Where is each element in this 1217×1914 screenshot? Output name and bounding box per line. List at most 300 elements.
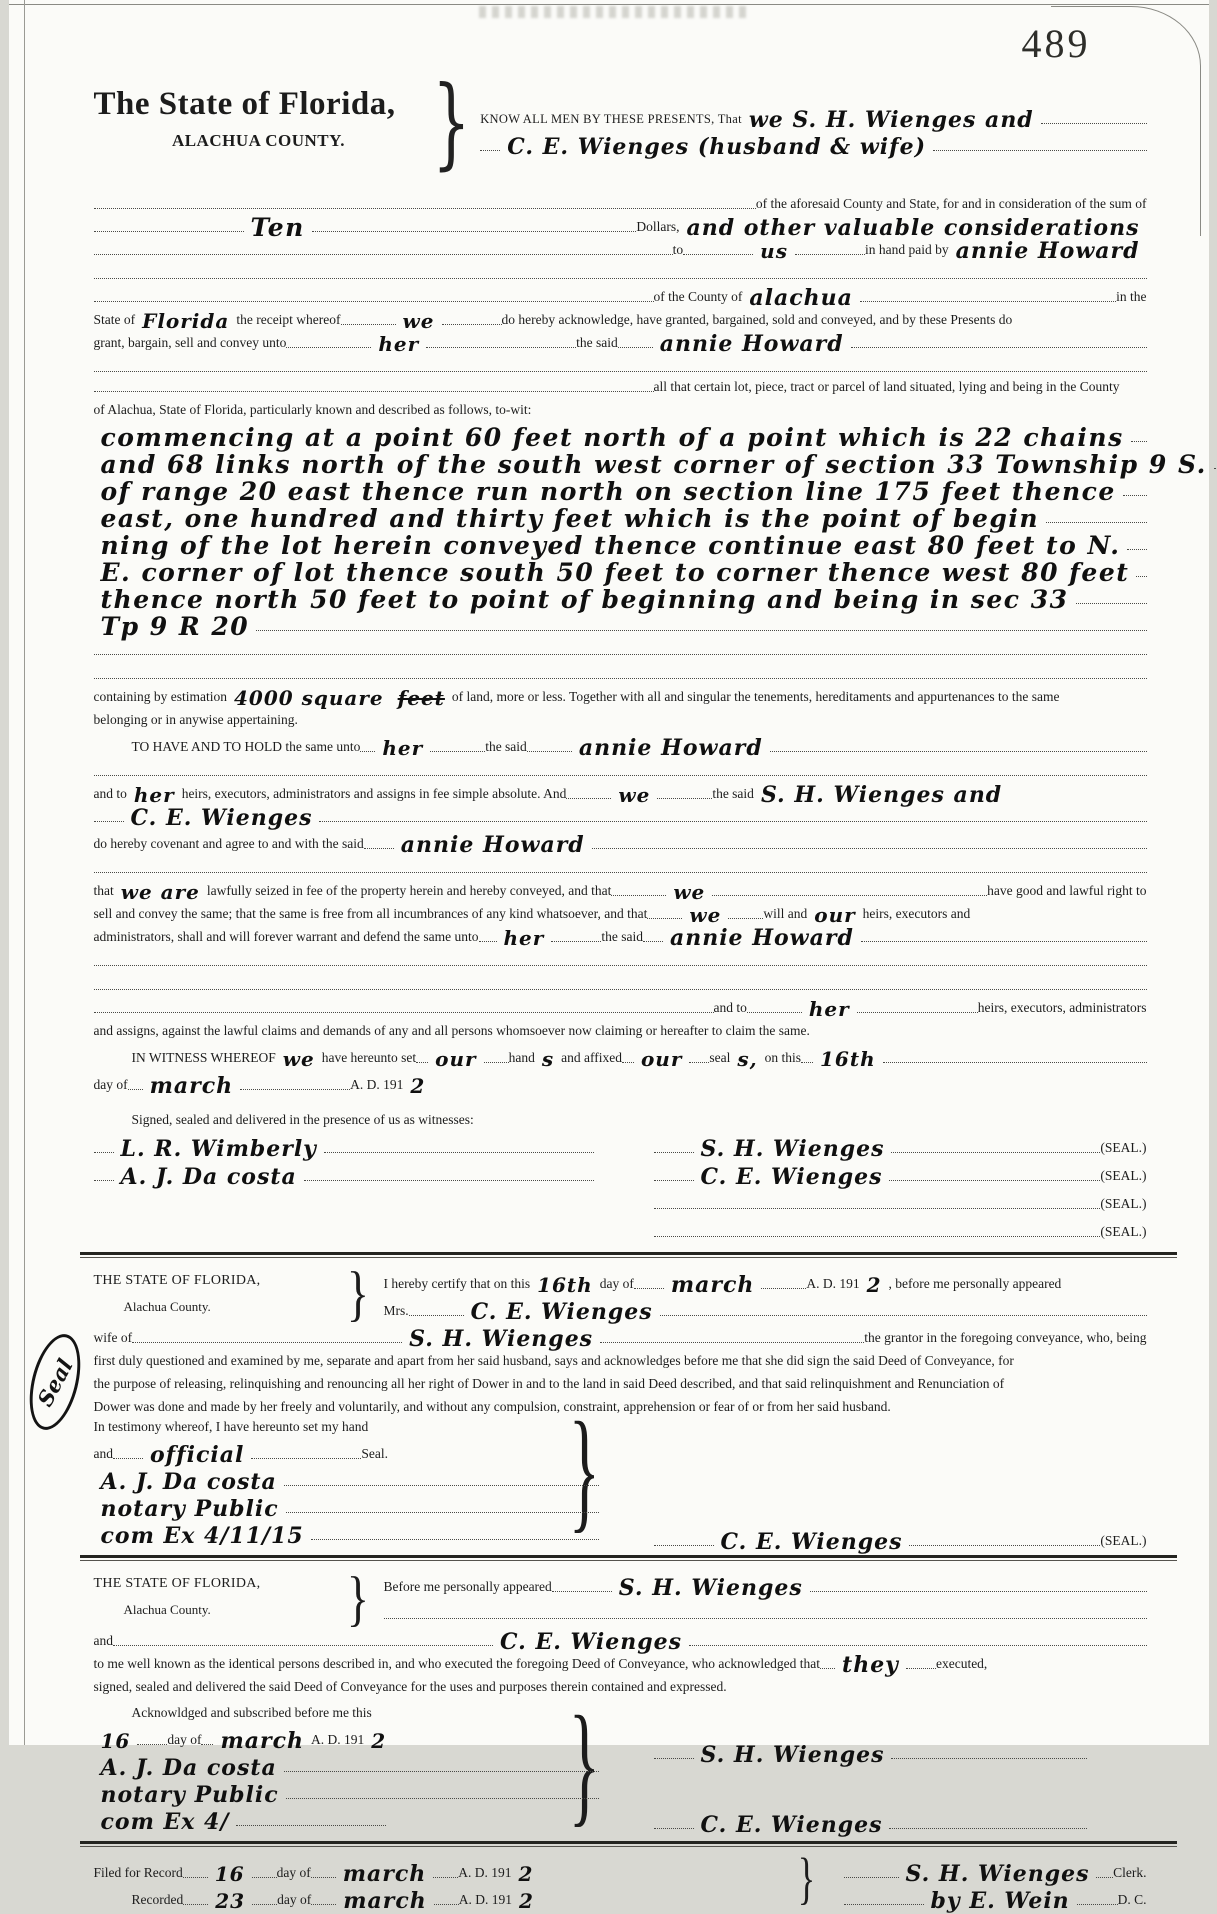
dotted-rule	[1131, 441, 1147, 442]
mrs-label: Mrs.	[383, 1302, 409, 1318]
handwritten-witness-signature: A. J. Da costa	[120, 1164, 297, 1190]
ack-body-text: the purpose of releasing, relinquishing and renouncing all her right of Dower in and to the land in said Deed described, and that said relinquishment and Renunciation of	[93, 1375, 1005, 1391]
handwritten-grantee-name: annie Howard	[578, 735, 763, 761]
handwritten-her: her	[808, 997, 850, 1021]
filing-block	[93, 1848, 1147, 1914]
document-header	[93, 65, 1147, 191]
seal-paren-label: (SEAL.)	[1100, 1223, 1147, 1239]
dotted-rule	[319, 821, 1146, 822]
dotted-rule	[183, 1877, 208, 1878]
appeared-label: , before me personally appeared	[888, 1275, 1062, 1291]
heirs-exec-text: heirs, executors and	[862, 905, 971, 921]
dotted-rule	[409, 1315, 464, 1316]
dotted-rule	[324, 1152, 594, 1153]
covenant-label: do hereby covenant and agree to and with the said	[93, 835, 364, 851]
handwritten-recorded-year: 2	[518, 1889, 534, 1913]
dotted-rule	[795, 254, 865, 255]
dotted-rule	[552, 1591, 612, 1592]
dotted-rule	[566, 798, 611, 799]
handwritten-filed-year: 2	[518, 1862, 534, 1886]
heirs-admin-text: heirs, executors, administrators	[977, 999, 1147, 1015]
dotted-rule	[527, 751, 572, 752]
of-land-text: of land, more or less. Together with all and singular the tenements, hereditaments and appurtenances to the same	[451, 688, 1060, 704]
dotted-rule	[647, 918, 682, 919]
form-line	[93, 1068, 1147, 1099]
form-line	[94, 804, 1147, 831]
dotted-rule	[857, 1012, 978, 1013]
sell-text: sell and convey the same; that the same is free from all incumbrances of any kind whatsoever, and that	[93, 905, 648, 921]
jurat-brace: }	[346, 1564, 369, 1633]
handwritten-grantor-signature: C. E. Wienges	[700, 1164, 883, 1190]
dotted-rule	[654, 1545, 714, 1546]
handwritten-grantor-names: C. E. Wienges	[130, 805, 313, 831]
handwritten-official: official	[150, 1442, 245, 1468]
dotted-rule	[844, 1904, 924, 1905]
handwritten-notary-title: notary Public	[100, 1496, 279, 1522]
handwritten-notary-title: notary Public	[100, 1782, 279, 1808]
dower-acknowledgment	[31, 1259, 1147, 1555]
form-title-block	[94, 86, 424, 151]
form-line	[94, 854, 1147, 878]
handwritten-year: 2	[371, 1729, 387, 1753]
header-right	[480, 86, 1146, 160]
form-line	[93, 1651, 1147, 1678]
handwritten-clerk-signature: S. H. Wienges	[905, 1861, 1090, 1887]
dotted-rule	[883, 1062, 1147, 1063]
dotted-rule	[891, 1758, 1086, 1759]
dotted-rule	[611, 895, 666, 896]
and-label: and	[93, 1632, 113, 1648]
handwritten-grantors-1: we S. H. Wienges and	[748, 107, 1034, 133]
description-line	[94, 528, 1147, 560]
handwritten-plural-s: s	[541, 1047, 555, 1071]
dotted-rule	[434, 1904, 459, 1905]
belonging-text: belonging or in anywise appertaining.	[93, 711, 298, 727]
description-line	[94, 555, 1147, 587]
handwritten-her: her	[133, 783, 175, 807]
handwritten-description: thence north 50 feet to point of beginning and being in sec 33	[100, 585, 1069, 614]
venue-county: Alachua County.	[123, 1602, 211, 1617]
deputy-clerk-label: D. C.	[1117, 1891, 1147, 1907]
dower-signature-line	[654, 1525, 1147, 1555]
handwritten-receipt: we	[402, 309, 435, 333]
handwritten-grantor-signature: S. H. Wienges	[700, 1136, 885, 1162]
clerk-label: Clerk.	[1113, 1864, 1147, 1880]
ad-label: A. D. 191	[310, 1731, 365, 1747]
form-line	[93, 307, 1147, 333]
known-text: to me well known as the identical persons described in, and who executed the foregoing Deed of Conveyance, who acknowledged that	[93, 1655, 821, 1671]
dotted-rule	[851, 347, 1147, 348]
executed-label: executed,	[935, 1655, 988, 1671]
header-brace: }	[431, 65, 471, 181]
form-line	[94, 237, 1147, 264]
dotted-rule	[416, 1062, 428, 1063]
handwritten-considerations: and other valuable considerations	[686, 215, 1140, 241]
form-line	[94, 353, 1147, 377]
handwritten-appearer-2: C. E. Wienges	[500, 1629, 682, 1655]
dotted-rule	[94, 821, 124, 822]
dotted-rule	[426, 347, 576, 348]
form-line	[94, 730, 1147, 761]
dotted-rule	[311, 1539, 599, 1540]
handwritten-day: 16	[100, 1729, 131, 1753]
dotted-rule	[94, 301, 654, 302]
venue-state: THE STATE OF FLORIDA,	[93, 1273, 261, 1288]
dotted-rule	[654, 1758, 694, 1759]
dotted-rule	[728, 918, 763, 919]
dotted-rule	[251, 1458, 361, 1459]
description-line	[94, 609, 1147, 641]
dotted-rule	[94, 391, 654, 392]
ack-body-text: Dower was done and made by her freely and voluntarily, and without any compulsion, constraint, apprehension or fear of or from her said husband.	[93, 1398, 891, 1414]
dotted-rule	[286, 1798, 599, 1799]
seal-paren-label: (SEAL.)	[1100, 1532, 1147, 1548]
seal-paren-label: (SEAL.)	[1100, 1167, 1147, 1183]
dotted-rule	[94, 254, 673, 255]
deed-record-page	[9, 0, 1209, 1914]
handwritten-grantor-signature: S. H. Wienges	[700, 1742, 885, 1768]
dollars-label: Dollars,	[636, 218, 680, 234]
section-divider	[80, 1841, 1177, 1847]
handwritten-description: east, one hundred and thirty feet which is the point of begin	[100, 504, 1040, 533]
dotted-rule	[480, 150, 500, 151]
notary-seal-text: Seal	[31, 1354, 78, 1410]
notary-attestation-block	[94, 1688, 600, 1839]
state-label: State of	[93, 311, 136, 327]
signature-row	[94, 1214, 1147, 1242]
form-line	[94, 947, 1147, 971]
dotted-rule	[1136, 576, 1146, 577]
handwritten-description: Tp 9 R 20	[100, 612, 250, 641]
seal-paren-label: (SEAL.)	[1100, 1139, 1147, 1155]
dotted-rule	[654, 1828, 694, 1829]
form-county-title: ALACHUA COUNTY.	[171, 131, 346, 150]
handwritten-month: march	[220, 1728, 304, 1754]
dotted-rule	[94, 965, 1147, 966]
handwritten-state: Florida	[142, 309, 230, 333]
form-line	[93, 901, 1147, 927]
handwritten-our: our	[640, 1047, 683, 1071]
dotted-rule	[252, 1877, 277, 1878]
signature-row	[94, 1130, 1147, 1162]
form-line	[93, 330, 1147, 357]
aforesaid-text: of the aforesaid County and State, for and in consideration of the sum of	[755, 195, 1147, 211]
dotted-rule	[240, 1089, 350, 1090]
dotted-rule	[311, 1877, 336, 1878]
handwritten-description: and 68 links north of the south west corner of section 33 Township 9 S.	[100, 450, 1207, 479]
dotted-rule	[94, 872, 1147, 873]
filing-brace: }	[797, 1848, 815, 1911]
dotted-rule	[933, 150, 1147, 151]
dotted-rule	[747, 1012, 802, 1013]
dotted-rule	[479, 941, 497, 942]
the-said-label: the said	[485, 738, 527, 754]
dotted-rule	[183, 1904, 208, 1905]
in-the-text: in the	[1116, 288, 1147, 304]
dotted-rule	[660, 1315, 1147, 1316]
dotted-rule	[820, 1668, 835, 1669]
handwritten-grantee-name: annie Howard	[400, 832, 585, 858]
handwritten-commission: com Ex 4/11/15	[100, 1523, 304, 1549]
handwritten-grantor-names: S. H. Wienges and	[760, 782, 1003, 808]
handwritten-to: us	[760, 239, 788, 263]
the-said-label: the said	[601, 928, 643, 944]
handwritten-recorded-day: 23	[215, 1889, 246, 1913]
grantor-acknowledgment	[93, 1564, 1147, 1839]
and-to-label: and to	[93, 785, 127, 801]
dotted-rule	[128, 1089, 143, 1090]
form-line	[93, 924, 1147, 951]
notary-seal-stamp	[20, 1329, 88, 1435]
convey-label: grant, bargain, sell and convey unto	[93, 334, 287, 350]
form-line	[93, 827, 1147, 858]
dotted-rule	[1096, 1877, 1113, 1878]
form-line	[94, 1018, 1147, 1041]
dotted-rule	[311, 1904, 336, 1905]
handwritten-we: we	[673, 880, 706, 904]
dotted-rule	[654, 1208, 1101, 1209]
dotted-rule	[634, 1288, 664, 1289]
handwritten-amount: Ten	[250, 213, 305, 242]
handwritten-our: our	[814, 903, 856, 927]
dotted-rule	[860, 301, 1116, 302]
venue-state: THE STATE OF FLORIDA,	[93, 1576, 261, 1591]
heirs-text: heirs, executors, administrators and assigns in fee simple absolute. And	[181, 785, 567, 801]
section-divider	[80, 1252, 1177, 1258]
dotted-rule	[689, 1062, 709, 1063]
form-line	[94, 284, 1147, 311]
handwritten-month: march	[670, 1272, 755, 1298]
handwritten-payer: annie Howard	[955, 238, 1140, 264]
testimony-text: In testimony whereof, I have hereunto set my hand	[93, 1418, 369, 1434]
handwritten-month: march	[149, 1073, 234, 1099]
dotted-rule	[1077, 1904, 1118, 1905]
know-all-text: KNOW ALL MEN BY THESE PRESENTS, That	[480, 111, 742, 126]
handwritten-grantee-name: annie Howard	[669, 925, 854, 951]
handwritten-grantor-signature: C. E. Wienges	[700, 1812, 883, 1838]
seized-text: lawfully seized in fee of the property herein and hereby conveyed, and that	[206, 882, 612, 898]
to-have-label: TO HAVE AND TO HOLD the same unto	[131, 738, 361, 754]
dotted-rule	[384, 1618, 1147, 1619]
dotted-rule	[284, 1771, 599, 1772]
dotted-rule	[761, 1288, 806, 1289]
dotted-rule	[364, 848, 394, 849]
dotted-rule	[94, 1012, 714, 1013]
dotted-rule	[1041, 123, 1147, 124]
handwritten-day: 16th	[820, 1047, 876, 1071]
handwritten-her: her	[503, 926, 545, 950]
and-to-label: and to	[713, 999, 747, 1015]
dotted-rule	[94, 278, 1147, 279]
handwritten-grantee-pronoun: her	[378, 332, 420, 356]
dotted-rule	[94, 678, 1147, 679]
form-line	[94, 995, 1147, 1021]
set-label: have hereunto set	[321, 1049, 417, 1065]
handwritten-we: we	[282, 1047, 315, 1071]
handwritten-they: they	[842, 1652, 899, 1678]
handwritten-to-have: her	[382, 736, 424, 760]
grantor-signature-line	[654, 1808, 1087, 1838]
dotted-rule	[137, 1744, 167, 1745]
handwritten-filed-day: 16	[214, 1862, 245, 1886]
dotted-rule	[1076, 603, 1147, 604]
day-of-label: day of	[277, 1891, 312, 1907]
dotted-rule	[600, 1342, 864, 1343]
dotted-rule	[1123, 495, 1147, 496]
handwritten-notary-signature: A. J. Da costa	[100, 1469, 277, 1495]
ad-label: A. D. 191	[458, 1891, 512, 1907]
form-line	[94, 397, 1147, 420]
page-number: 489	[1021, 21, 1091, 66]
dotted-rule	[891, 1152, 1100, 1153]
dotted-rule	[643, 941, 663, 942]
dotted-rule	[201, 1744, 213, 1745]
on-this-label: on this	[764, 1049, 802, 1065]
form-line	[94, 213, 1147, 242]
form-state-title: The State of Florida,	[93, 86, 396, 122]
form-line	[94, 1674, 1147, 1697]
dotted-rule	[94, 371, 1147, 372]
dotted-rule	[94, 231, 244, 232]
form-line	[94, 260, 1147, 284]
and-label: and	[93, 1445, 113, 1461]
form-line	[94, 971, 1147, 995]
dotted-rule	[689, 1645, 1147, 1646]
before-label: Before me personally appeared	[383, 1578, 552, 1594]
dotted-rule	[304, 1180, 594, 1181]
handwritten-year: 2	[410, 1074, 426, 1098]
dotted-rule	[256, 630, 1146, 631]
form-line	[93, 781, 1147, 808]
ad-label: A. D. 191	[806, 1275, 860, 1291]
to-label: to	[672, 241, 684, 257]
handwritten-county: alachua	[749, 285, 853, 311]
dotted-rule	[286, 347, 371, 348]
ack-body-text: first duly questioned and examined by me, separate and apart from her said husband, says and acknowledges before me that she did sign the said Deed of Conveyance, for	[93, 1352, 1014, 1368]
day-of-label: day of	[276, 1864, 311, 1880]
handwritten-description: of range 20 east thence run north on section line 175 feet thence	[100, 477, 1116, 506]
certify-label: I hereby certify that on this	[383, 1275, 531, 1291]
dotted-rule	[844, 1877, 899, 1878]
dotted-rule	[889, 1828, 1086, 1829]
recorded-label: Recorded	[131, 1891, 184, 1907]
seal-label: seal	[709, 1049, 731, 1065]
dotted-rule	[551, 941, 601, 942]
form-line	[93, 878, 1147, 904]
dotted-rule	[94, 1152, 114, 1153]
dotted-rule	[312, 231, 637, 232]
dotted-rule	[683, 254, 753, 255]
handwritten-notary-signature: A. J. Da costa	[100, 1755, 277, 1781]
form-line	[93, 684, 1147, 710]
ad-label: A. D. 191	[350, 1076, 404, 1092]
form-line	[94, 707, 1147, 730]
form-line	[94, 1041, 1147, 1071]
handwritten-description: commencing at a point 60 feet north of a point which is 22 chains	[100, 423, 1124, 452]
ack-body-line	[94, 1394, 1147, 1417]
dotted-rule	[592, 848, 1147, 849]
recorded-row	[94, 1883, 1147, 1914]
dotted-rule	[861, 941, 1147, 942]
day-of-label: day of	[93, 1076, 128, 1092]
dotted-rule	[1046, 522, 1146, 523]
dotted-rule	[113, 1645, 493, 1646]
receipt-label: the receipt whereof	[236, 311, 341, 327]
description-line	[94, 420, 1147, 452]
signature-row	[94, 1158, 1147, 1190]
dotted-rule	[622, 1062, 634, 1063]
venue-county: Alachua County.	[123, 1299, 211, 1314]
dotted-rule	[810, 1591, 1147, 1592]
dotted-rule	[360, 751, 375, 752]
acknowledge-text: do hereby acknowledge, have granted, bargained, sold and conveyed, and by these Presents do	[501, 311, 1013, 327]
containing-label: containing by estimation	[93, 688, 227, 704]
dotted-rule	[341, 324, 396, 325]
description-line	[94, 582, 1147, 614]
handwritten-we: we	[689, 903, 722, 927]
warrant-text: administrators, shall and will forever warrant and defend the same unto	[93, 928, 479, 944]
dotted-rule	[442, 324, 502, 325]
dotted-rule	[94, 208, 756, 209]
certain-lot-text: all that certain lot, piece, tract or parcel of land situated, lying and being in the County	[653, 378, 1120, 394]
handwritten-filed-month: march	[342, 1861, 427, 1887]
handwritten-we: we	[618, 783, 651, 807]
description-line	[94, 501, 1147, 533]
to-wit-text: of Alachua, State of Florida, particularly known and described as follows, to-wit:	[93, 401, 532, 417]
form-line	[94, 191, 1147, 214]
dotted-rule	[712, 895, 987, 896]
dotted-rule	[657, 798, 712, 799]
dotted-rule	[94, 775, 1147, 776]
dotted-rule	[284, 1485, 599, 1486]
dotted-rule	[889, 1180, 1100, 1181]
hand-label: hand	[508, 1049, 535, 1065]
dotted-rule	[94, 1180, 114, 1181]
wife-of-label: wife of	[93, 1329, 133, 1345]
handwritten-day: 16th	[537, 1273, 593, 1297]
form-line	[94, 377, 1147, 397]
handwritten-area-struck: feet	[397, 686, 445, 710]
handwritten-description: ning of the lot herein conveyed thence continue east 80 feet to N.	[100, 531, 1121, 560]
handwritten-plural-s: s,	[737, 1047, 758, 1071]
dotted-rule	[770, 751, 1147, 752]
handwritten-husband-name: S. H. Wienges	[409, 1326, 594, 1352]
handwritten-wife-name: C. E. Wienges	[470, 1299, 653, 1325]
filed-label: Filed for Record	[93, 1864, 183, 1880]
dotted-rule	[252, 1904, 277, 1905]
dotted-rule	[618, 347, 653, 348]
dotted-rule	[654, 1236, 1101, 1237]
dotted-rule	[906, 1668, 936, 1669]
deed-content	[9, 0, 1209, 1914]
handwritten-our: our	[435, 1047, 477, 1071]
handwritten-grantee-name: annie Howard	[659, 331, 844, 357]
handwritten-year: 2	[866, 1273, 882, 1297]
handwritten-recorded-month: march	[343, 1888, 427, 1914]
the-said-label: the said	[712, 785, 754, 801]
paid-by-label: in hand paid by	[864, 241, 949, 257]
ack-body-line	[94, 1371, 1147, 1394]
jurat-brace: }	[346, 1259, 369, 1328]
description-line	[94, 447, 1207, 479]
form-line	[94, 757, 1147, 781]
handwritten-deputy-signature: by E. Wein	[930, 1888, 1070, 1914]
grantor-signature-line	[654, 1738, 1087, 1768]
known-text-2: signed, sealed and delivered the said Deed of Conveyance for the uses and purposes therein contained and expressed.	[93, 1678, 727, 1694]
seal-word-label: Seal.	[361, 1445, 388, 1461]
dotted-rule	[484, 1062, 509, 1063]
dotted-rule	[94, 654, 1147, 655]
